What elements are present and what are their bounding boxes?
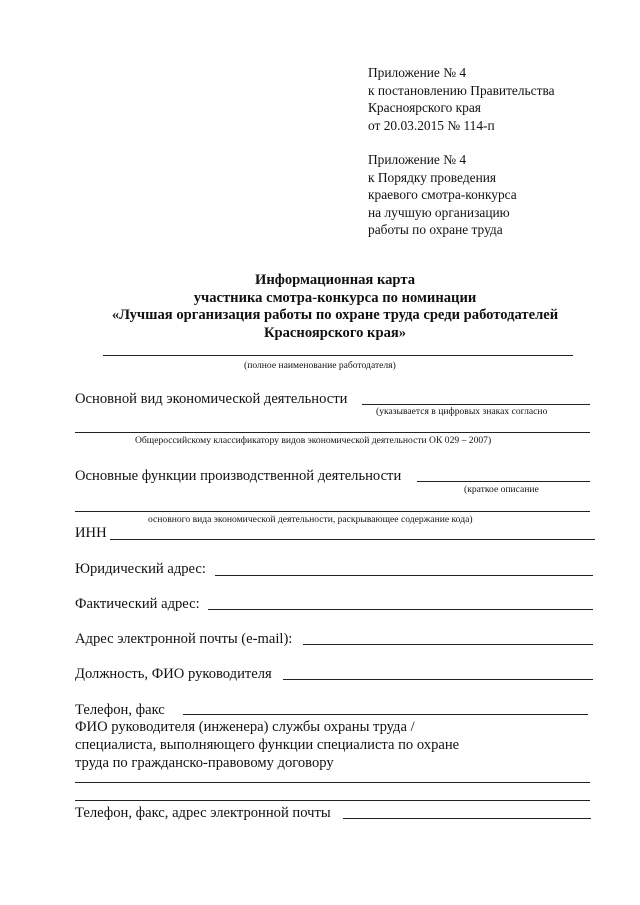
activity-classifier-hint: Общероссийскому классификатору видов экономической деятельности ОК 029 – 2007) <box>135 435 492 446</box>
safety-head-label-line: специалиста, выполняющего функции специалиста по охране <box>75 737 460 753</box>
activity-hint: (указывается в цифровых знаках согласно <box>376 406 548 417</box>
document-title <box>0 272 640 342</box>
email-field[interactable] <box>303 644 593 645</box>
title-line: Красноярского края» <box>263 324 407 341</box>
appendix-region: Красноярского края <box>368 100 481 116</box>
email-label: Адрес электронной почты (e-mail): <box>75 631 293 647</box>
activity-label: Основной вид экономической деятельности <box>75 391 348 407</box>
safety-head-label-line: труда по гражданско-правовому договору <box>75 755 334 771</box>
actual-address-field[interactable] <box>208 609 593 610</box>
safety-head-label-line: ФИО руководителя (инженера) службы охраны труда / <box>75 719 415 735</box>
appendix-order-ref: к Порядку проведения <box>368 169 497 185</box>
functions-field[interactable] <box>417 481 590 482</box>
appendix-resolution-ref: к постановлению Правительства <box>368 82 555 98</box>
appendix-contest-name: краевого смотра-конкурса <box>368 187 517 203</box>
title-line: «Лучшая организация работы по охране труда среди работодателей <box>111 307 559 324</box>
functions-description-hint: основного вида экономической деятельности, раскрывающее содержание кода) <box>148 514 473 525</box>
functions-field-continued[interactable] <box>75 511 590 512</box>
head-field[interactable] <box>283 679 593 680</box>
head-label: Должность, ФИО руководителя <box>75 666 272 682</box>
actual-address-label: Фактический адрес: <box>75 596 200 612</box>
phone-fax-field[interactable] <box>183 714 588 715</box>
appendix-government-block <box>368 64 555 134</box>
functions-hint: (краткое описание <box>464 484 539 495</box>
contacts-label: Телефон, факс, адрес электронной почты <box>75 805 331 821</box>
appendix-order-block <box>368 151 517 239</box>
employer-name-field[interactable] <box>103 355 573 356</box>
appendix-contest-subject: на лучшую организацию <box>368 204 510 220</box>
appendix-contest-topic: работы по охране труда <box>368 222 503 238</box>
phone-fax-label: Телефон, факс <box>75 702 165 718</box>
appendix-resolution-date: от 20.03.2015 № 114-п <box>368 117 495 133</box>
contacts-field[interactable] <box>343 818 591 819</box>
functions-label: Основные функции производственной деятельности <box>75 468 402 484</box>
legal-address-field[interactable] <box>215 575 593 576</box>
activity-field[interactable] <box>362 404 590 405</box>
safety-head-label <box>75 718 459 772</box>
title-line: участника смотра-конкурса по номинации <box>193 289 477 306</box>
inn-label: ИНН <box>75 525 107 541</box>
safety-head-field-continued[interactable] <box>75 800 590 801</box>
activity-field-continued[interactable] <box>75 432 590 433</box>
title-line: Информационная карта <box>254 272 415 288</box>
employer-name-hint: (полное наименование работодателя) <box>244 360 396 371</box>
inn-field[interactable] <box>110 539 595 540</box>
legal-address-label: Юридический адрес: <box>75 561 206 577</box>
appendix-number: Приложение № 4 <box>368 152 467 167</box>
safety-head-field[interactable] <box>75 782 590 783</box>
appendix-number: Приложение № 4 <box>368 65 467 80</box>
